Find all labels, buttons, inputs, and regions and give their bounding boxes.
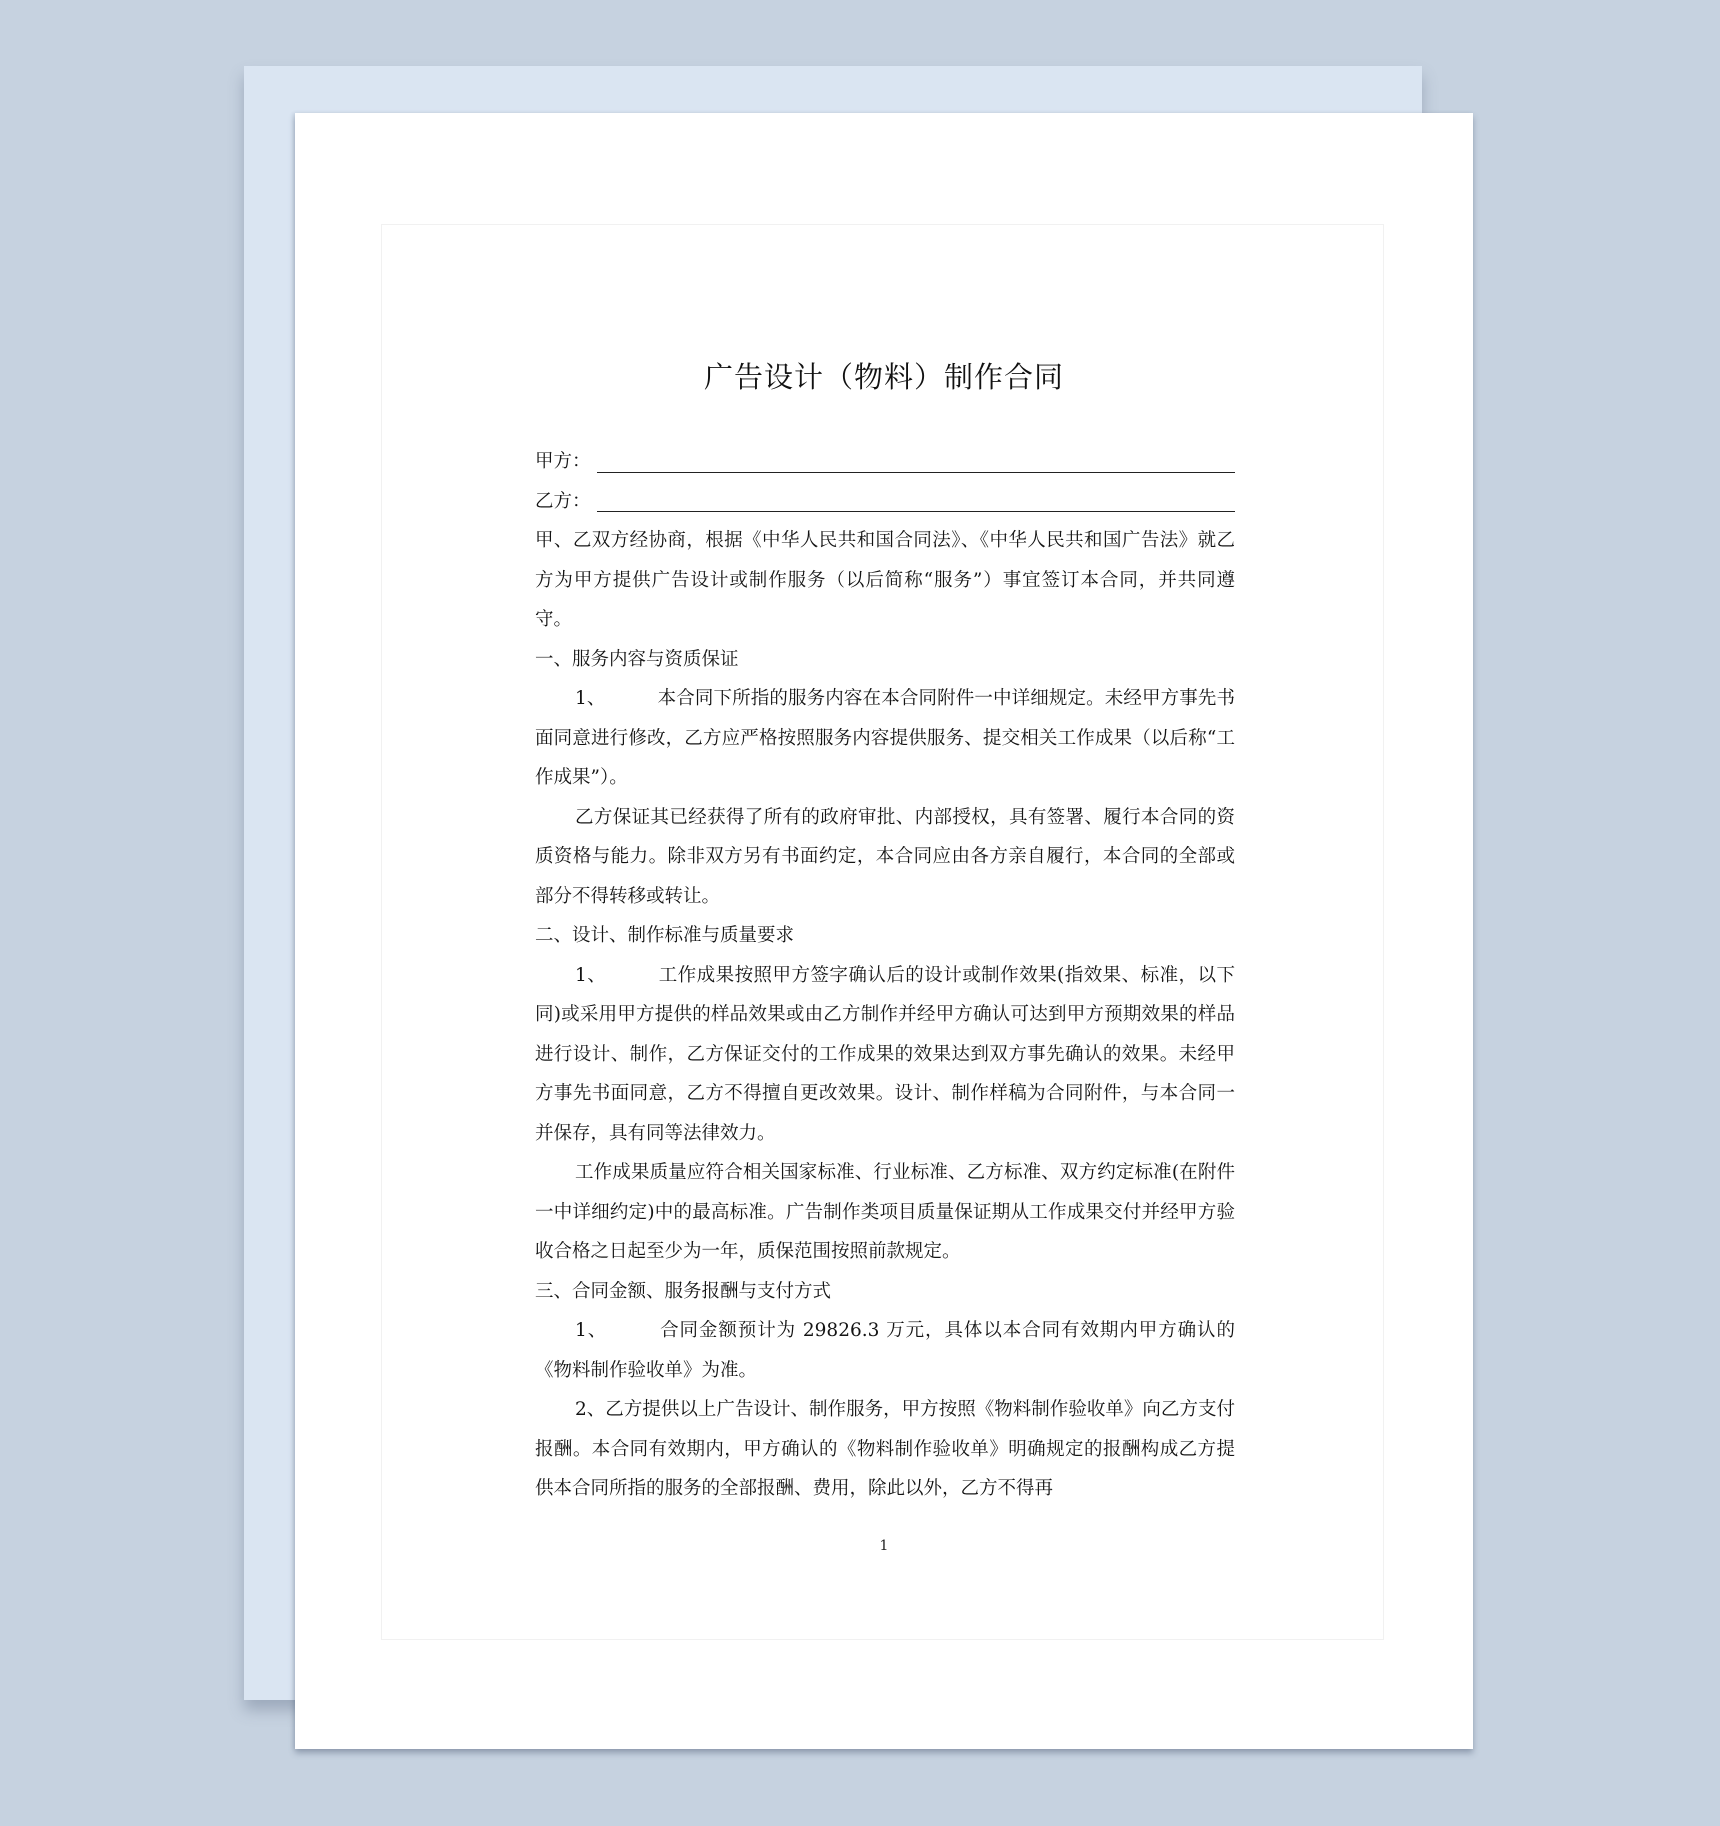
clause-number: 1、 — [575, 964, 607, 986]
intro-paragraph: 甲、乙双方经协商，根据《中华人民共和国合同法》、《中华人民共和国广告法》就乙方为甲方提供广告设计或制作服务（以后简称“服务”）事宜签订本合同，并共同遵守。 — [535, 530, 1235, 630]
clause-2-1 — [535, 956, 1235, 1154]
party-b-blank-field — [597, 510, 1235, 512]
section-heading-1: 一、服务内容与资质保证 — [535, 648, 739, 670]
clause-number: 1、 — [575, 688, 606, 709]
party-a-blank-field — [597, 471, 1235, 473]
clause-text: 合同金额预计为 29826.3 万元，具体以本合同有效期内甲方确认的《物料制作验收单》为准。 — [535, 1320, 1235, 1381]
page-number: 1 — [879, 1538, 889, 1554]
clause-1-1 — [535, 679, 1235, 798]
document-body — [535, 442, 1235, 1509]
party-b-label: 乙方： — [535, 490, 591, 512]
party-a-line — [535, 442, 1235, 482]
party-a-label: 甲方： — [535, 451, 591, 472]
clause-3-2: 2、乙方提供以上广告设计、制作服务，甲方按照《物料制作验收单》向乙方支付报酬。本合同有效期内，甲方确认的《物料制作验收单》明确规定的报酬构成乙方提供本合同所指的服务的全部报酬、费用，除此以外，乙方不得再 — [535, 1399, 1235, 1499]
clause-text: 工作成果按照甲方签字确认后的设计或制作效果(指效果、标准，以下同)或采用甲方提供的样品效果或由乙方制作并经甲方确认可达到甲方预期效果的样品进行设计、制作，乙方保证交付的工作成果的效果达到双方事先确认的效果。未经甲方事先书面同意，乙方不得擅自更改效果。设计、制作样稿为合同附件，与本合同一并保存，具有同等法律效力。 — [535, 964, 1235, 1144]
clause-text: 本合同下所指的服务内容在本合同附件一中详细规定。未经甲方事先书面同意进行修改，乙方应严格按照服务内容提供服务、提交相关工作成果（以后称“工作成果”）。 — [535, 688, 1235, 788]
document-title: 广告设计（物料）制作合同 — [703, 360, 1064, 394]
section-heading-2: 二、设计、制作标准与质量要求 — [535, 925, 795, 946]
clause-1-2: 乙方保证其已经获得了所有的政府审批、内部授权，具有签署、履行本合同的资质资格与能力。除非双方另有书面约定，本合同应由各方亲自履行，本合同的全部或部分不得转移或转让。 — [535, 806, 1235, 907]
clause-number: 1、 — [575, 1320, 608, 1341]
party-b-line — [535, 482, 1235, 522]
clause-2-2: 工作成果质量应符合相关国家标准、行业标准、乙方标准、双方约定标准(在附件一中详细约定)中的最高标准。广告制作类项目质量保证期从工作成果交付并经甲方验收合格之日起至少为一年，质保范围按照前款规定。 — [535, 1162, 1235, 1262]
clause-3-1 — [535, 1311, 1235, 1390]
document-page — [295, 113, 1473, 1749]
section-heading-3: 三、合同金额、服务报酬与支付方式 — [535, 1280, 832, 1302]
